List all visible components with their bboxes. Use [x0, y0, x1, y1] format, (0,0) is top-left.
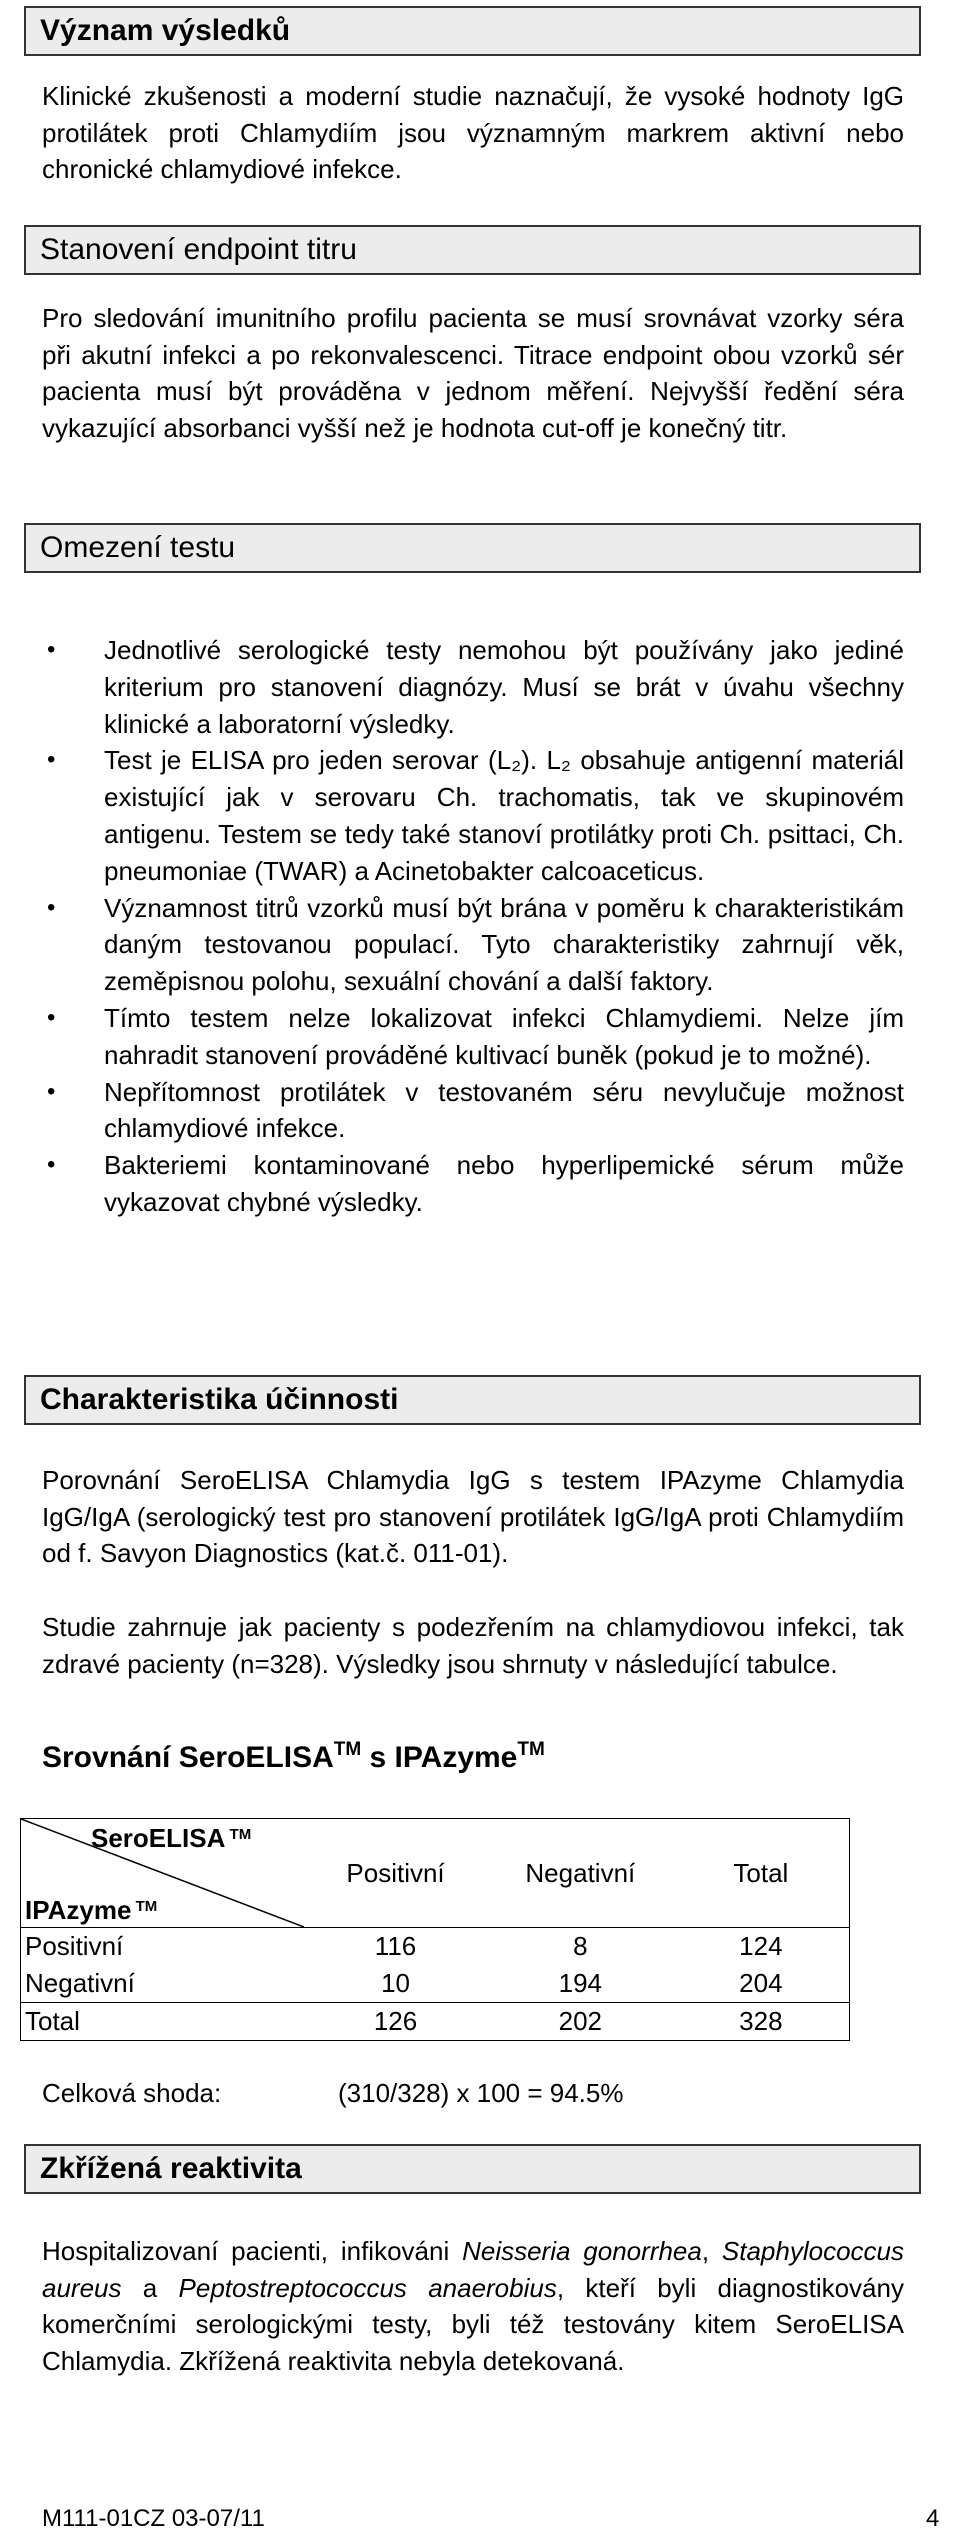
- trademark-mark: TM: [131, 1898, 158, 1915]
- paragraph-endpoint: Pro sledování imunitního profilu pacienta se musí srovnávat vzorky séra při akutní infekci a po rekonvalescenci. Titrace endpoint obou vzorků sér pacienta musí být prováděna v jednom měření. Nejvyšší ředění séra vykazující absorbanci vyšší než je hodnota cut-off je konečný titr.: [42, 303, 904, 443]
- table-row: [21, 1965, 850, 2003]
- table-cell: 202: [488, 2003, 673, 2041]
- paragraph-vyznam: Klinické zkušenosti a moderní studie naznačují, že vysoké hodnoty IgG protilátek proti Chlamydiím jsou významným markrem aktivní nebo chronické chlamydiové infekce.: [42, 81, 904, 185]
- limitations-list: [42, 632, 904, 1221]
- list-item: • Jednotlivé serologické testy nemohou být používány jako jediné kriterium pro stanovení diagnózy. Musí se brát v úvahu všechny klinické a laboratorní výsledky.: [42, 632, 904, 742]
- text-run: , kteří byli diagnostikovány komerčními serologickými testy, byli též testovány kitem SeroELISA Chlamydia. Zkřížená reaktivita nebyla detekovaná.: [42, 2272, 904, 2376]
- table-cell: 116: [374, 1931, 417, 1961]
- row-label: Total: [21, 2003, 304, 2041]
- agreement-label: Celková shoda:: [42, 2078, 222, 2108]
- paragraph-zkrizena: [42, 2233, 904, 2379]
- corner-bottom-text: IPAzyme: [25, 1895, 132, 1925]
- table-cell: 204: [673, 1965, 850, 2003]
- comparison-title-a: Srovnání SeroELISA: [42, 1741, 334, 1774]
- list-item: • Významnost titrů vzorků musí být brána v poměru k charakteristikám daným testovanou populací. Tyto charakteristiky zahrnují věk, zeměpisnou polohu, sexuální chování a další faktory.: [42, 890, 904, 1000]
- section-heading-zkrizena: Zkřížená reaktivita: [24, 2144, 921, 2194]
- comparison-title-b: s IPAzyme: [361, 1741, 518, 1774]
- section-heading-charakteristika: Charakteristika účinnosti: [24, 1375, 921, 1425]
- column-header: Total: [673, 1819, 850, 1928]
- organism-name: Peptostreptococcus anaerobius: [178, 2272, 557, 2303]
- paragraph-charakteristika-1: Porovnání SeroELISA Chlamydia IgG s testem IPAzyme Chlamydia IgG/IgA (serologický test pro stanovení protilátek IgG/IgA proti Chlamydiím od f. Savyon Diagnostics (kat.č. 011-01).: [42, 1465, 904, 1569]
- row-label: Negativní: [21, 1965, 304, 2003]
- paragraph-charakteristika-2: Studie zahrnuje jak pacienty s podezřením na chlamydiovou infekci, tak zdravé pacienty (n=328). Výsledky jsou shrnuty v následující tabulce.: [42, 1612, 904, 1679]
- table-row-total: [21, 2003, 850, 2041]
- corner-label-seroelisa: [91, 1823, 251, 1853]
- text-run: Hospitalizovaní pacienti, infikováni: [42, 2236, 463, 2266]
- list-item: • Nepřítomnost protilátek v testovaném séru nevylučuje možnost chlamydiové infekce.: [42, 1074, 904, 1148]
- column-header: Positivní: [303, 1819, 488, 1928]
- list-item: • Test je ELISA pro jeden serovar (L₂). L₂ obsahuje antigenní materiál existující jak v serovaru Ch. trachomatis, tak ve skupinovém antigenu. Testem se tedy také stanoví protilátky proti Ch. psittaci, Ch. pneumoniae (TWAR) a Acinetobakter calcoaceticus.: [42, 742, 904, 889]
- row-label: Positivní: [21, 1928, 304, 1966]
- section-heading-endpoint: Stanovení endpoint titru: [24, 225, 921, 275]
- footer-document-code: M111-01CZ 03-07/11: [42, 2505, 265, 2532]
- column-header: Negativní: [488, 1819, 673, 1928]
- trademark-mark: TM: [517, 1739, 545, 1760]
- table-cell: 126: [303, 2003, 488, 2041]
- corner-label-ipazyme: [25, 1895, 157, 1925]
- table-cell: 8: [573, 1931, 588, 1961]
- list-item: • Tímto testem nelze lokalizovat infekci Chlamydiemi. Nelze jím nahradit stanovení prováděné kultivací buněk (pokud je to možné).: [42, 1000, 904, 1074]
- page-number: 4: [926, 2505, 940, 2532]
- section-heading-omezeni: Omezení testu: [24, 523, 921, 573]
- section-heading-vyznam: Význam výsledků: [24, 6, 921, 56]
- organism-name: Staphylococcus aureus: [42, 2236, 905, 2303]
- table-cell: 124: [673, 1928, 850, 1966]
- comparison-table: [20, 1818, 850, 2041]
- table-cell: 194: [558, 1968, 603, 1998]
- table-cell: 328: [673, 2003, 850, 2041]
- text-run: a: [121, 2272, 179, 2303]
- trademark-mark: TM: [333, 1739, 362, 1760]
- table-corner-cell: [21, 1819, 304, 1928]
- list-item: • Bakteriemi kontaminované nebo hyperlipemické sérum může vykazovat chybné výsledky.: [42, 1147, 904, 1221]
- trademark-mark: TM: [225, 1826, 252, 1843]
- agreement-formula: (310/328) x 100 = 94.5%: [338, 2078, 624, 2108]
- comparison-title: [42, 1738, 545, 1778]
- table-row: [21, 1928, 850, 1966]
- table-cell: 10: [381, 1968, 410, 1998]
- organism-name: Neisseria gonorrhea: [462, 2236, 702, 2266]
- corner-top-text: SeroELISA: [91, 1823, 226, 1853]
- text-run: ,: [701, 2236, 722, 2266]
